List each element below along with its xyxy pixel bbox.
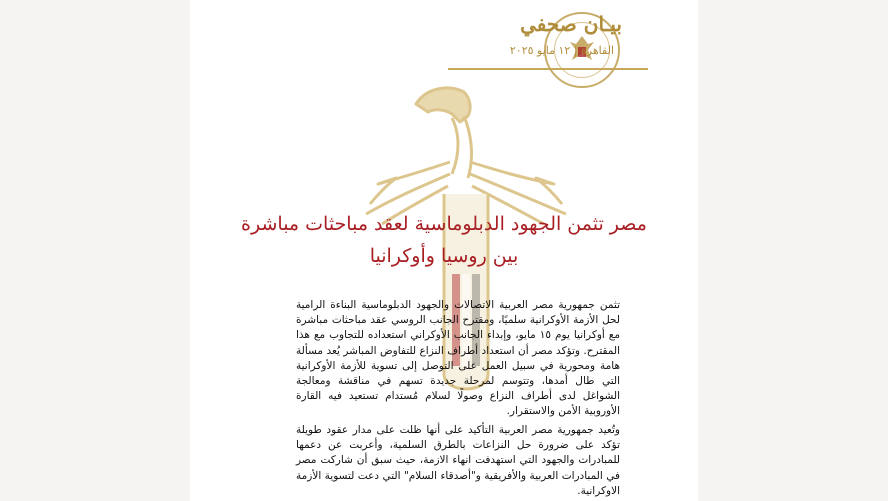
press-release-page	[238, 0, 650, 501]
headline-line-1: مصر تثمن الجهود الدبلوماسية لعقد مباحثات مباشرة	[241, 213, 647, 235]
header-date: القاهرة | ١٢ مايو ٢٠٢٥	[509, 44, 614, 57]
left-margin	[0, 0, 190, 501]
header-divider	[448, 68, 648, 70]
header-title: بيـان صحفي	[520, 12, 622, 36]
right-margin	[698, 0, 888, 501]
paragraph-2: وتُعيد جمهورية مصر العربية التأكيد على أنها ظلت على مدار عقود طويلة تؤكد على ضرورة حل النزاعات بالطرق السلمية، وأعربت عن دعمها للمبادرات والجهود التي استهدفت انهاء الازمة، حيث سبق أن شاركت مصر في المبادرات العربية والأفريقية و"أصدقاء السلام" التي دعت لتسوية الأزمة الاوكرانية.	[296, 424, 620, 497]
paragraph-1: تثمن جمهورية مصر العربية الاتصالات والجهود الدبلوماسية البناءة الرامية لحل الأزمة الأوكرانية سلميًا، ومقترح الجانب الروسي عقد مباحثات مباشرة مع أوكرانيا يوم ١٥ مايو، وإبداء الجانب الأوكراني استعداده للتجاوب مع هذا المقترح. وتؤكد مصر أن استعداد أطراف النزاع للتفاوض المباشر يُعد مسألة هامة ومحورية في سبيل العمل على التوصل إلى تسوية للأزمة الأوكرانية التي طال أمدها، وتتوسم لمرحلة جديدة تسهم في مناقشة ومعالجة الشواغل لدى أطراف النزاع وصولًا لسلام مُستدام تستعيد فيه القارة الأوروبية الأمن والاستقرار.	[296, 299, 620, 418]
headline	[238, 208, 650, 272]
headline-line-2: بين روسيا وأوكرانيا	[369, 245, 519, 267]
